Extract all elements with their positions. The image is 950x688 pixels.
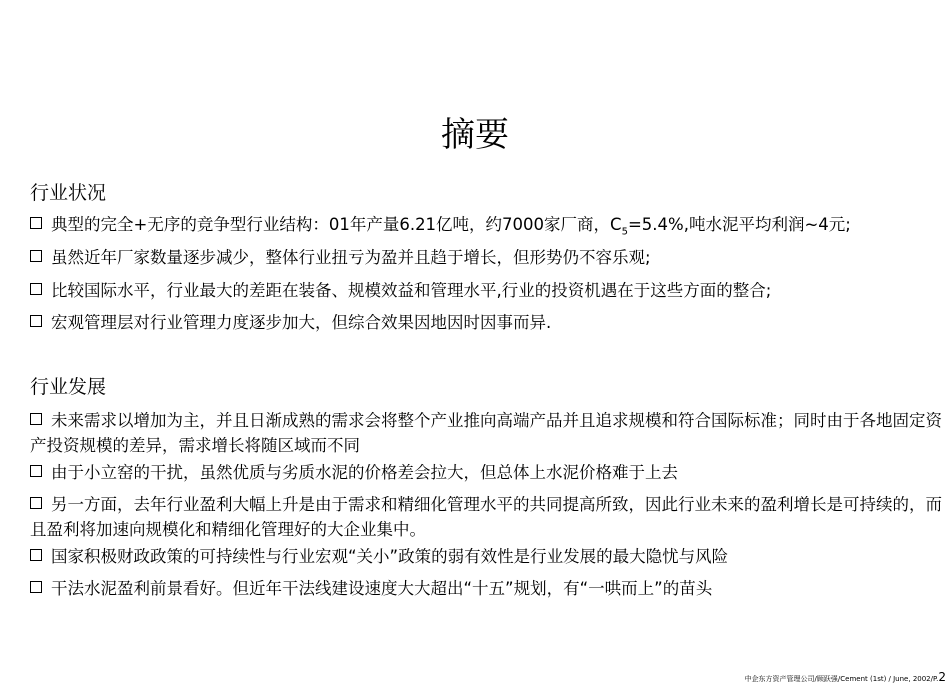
- bullet-text-cont: =5.4%,吨水泥平均利润~4元;: [627, 215, 851, 234]
- checkbox-bullet-icon: [30, 413, 42, 425]
- page-title: 摘要: [441, 115, 509, 155]
- bullet-text: 另一方面，去年行业盈利大幅上升是由于需求和精细化管理水平的共同提高所致，因此行业未来的盈利增长是可持续的，而且盈利将加速向规模化和精细化管理好的大企业集中。: [30, 495, 942, 539]
- bullet-text: 典型的完全+无序的竞争型行业结构：01年产量6.21亿吨，约7000家厂商，C: [51, 215, 622, 234]
- bullet-text: 由于小立窑的干扰，虽然优质与劣质水泥的价格差会拉大，但总体上水泥价格难于上去: [51, 463, 678, 482]
- bullet-item: [30, 544, 942, 569]
- bullet-item: [30, 576, 942, 601]
- checkbox-bullet-icon: [30, 581, 42, 593]
- bullet-item: [30, 278, 942, 303]
- checkbox-bullet-icon: [30, 549, 42, 561]
- section-heading-industry-status: 行业状况: [30, 182, 107, 204]
- footer-text: 中企东方资产管理公司/顾跃强/Cement (1st) / June, 2002/P.: [744, 675, 939, 683]
- bullet-item: [30, 245, 942, 270]
- subscript: 5: [621, 226, 628, 238]
- checkbox-bullet-icon: [30, 217, 42, 229]
- checkbox-bullet-icon: [30, 283, 42, 295]
- checkbox-bullet-icon: [30, 465, 42, 477]
- checkbox-bullet-icon: [30, 315, 42, 327]
- bullet-item: [30, 212, 942, 244]
- footer: [745, 671, 946, 685]
- bullet-text: 宏观管理层对行业管理力度逐步加大，但综合效果因地因时因事而异.: [51, 313, 552, 332]
- bullet-item: [30, 460, 942, 485]
- bullet-item: [30, 310, 942, 335]
- bullet-item: [30, 492, 942, 542]
- checkbox-bullet-icon: [30, 497, 42, 509]
- section-heading-industry-development: 行业发展: [30, 376, 107, 398]
- bullet-text: 国家积极财政政策的可持续性与行业宏观“关小”政策的弱有效性是行业发展的最大隐忧与风险: [51, 547, 729, 566]
- bullet-text: 虽然近年厂家数量逐步减少，整体行业扭亏为盈并且趋于增长，但形势仍不容乐观;: [51, 248, 651, 267]
- page-number: 2: [938, 670, 946, 684]
- bullet-text: 比较国际水平，行业最大的差距在装备、规模效益和管理水平,行业的投资机遇在于这些方面的整合;: [51, 281, 772, 300]
- bullet-text: 干法水泥盈利前景看好。但近年干法线建设速度大大超出“十五”规划，有“一哄而上”的苗头: [51, 579, 713, 598]
- bullet-text: 未来需求以增加为主，并且日渐成熟的需求会将整个产业推向高端产品并且追求规模和符合国际标准；同时由于各地固定资产投资规模的差异，需求增长将随区域而不同: [30, 411, 942, 455]
- checkbox-bullet-icon: [30, 250, 42, 262]
- bullet-item: [30, 408, 942, 458]
